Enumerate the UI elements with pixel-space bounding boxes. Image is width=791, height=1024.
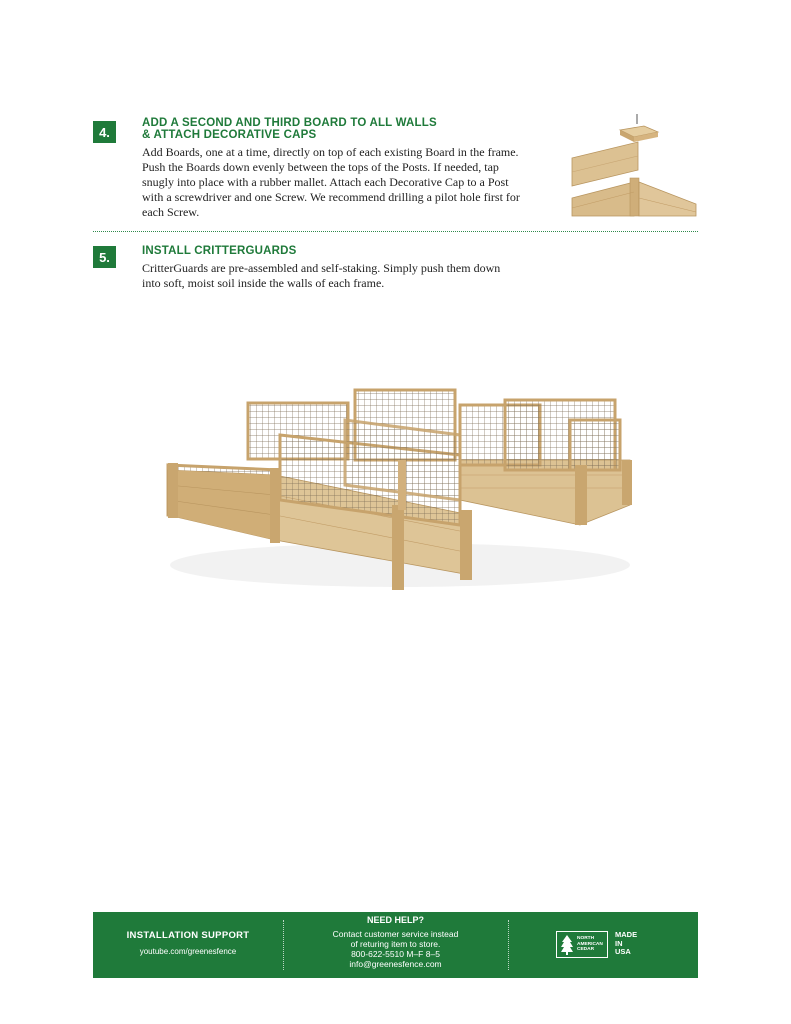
step-4-body-line: with a screwdriver and one Screw. We recommend drilling a pilot hole first for xyxy=(142,190,520,204)
step-5-body-line: into soft, moist soil inside the walls of each frame. xyxy=(142,276,385,290)
step-4-number-text: 4. xyxy=(99,124,110,140)
step-4-body xyxy=(142,145,552,220)
step-5-title xyxy=(142,245,297,257)
help-line: of returing item to store. xyxy=(350,939,441,949)
help-title: NEED HELP? xyxy=(366,915,424,925)
north-american-cedar-badge xyxy=(556,931,608,958)
step-4-body-line: each Screw. xyxy=(142,205,200,219)
help-email[interactable]: info@greenesfence.com xyxy=(349,959,442,969)
step-5-number-text: 5. xyxy=(99,249,110,265)
step-5-number xyxy=(93,246,116,268)
help-phone[interactable]: 800-622-5510 M–F 8–5 xyxy=(351,949,440,959)
youtube-link[interactable]: youtube.com/greenesfence xyxy=(139,947,237,956)
need-help xyxy=(293,915,498,969)
footer-banner xyxy=(93,912,698,978)
step-4-body-line: Add Boards, one at a time, directly on top of each existing Board in the frame. xyxy=(142,145,519,159)
footer-divider xyxy=(508,920,509,970)
made-text: MADE xyxy=(615,930,638,939)
support-title: INSTALLATION SUPPORT xyxy=(126,930,250,941)
step-4-title-line2: & ATTACH DECORATIVE CAPS xyxy=(142,129,317,141)
section-divider xyxy=(93,231,698,232)
step-4-body-line: Push the Boards down evenly between the tops of the Posts. If needed, tap xyxy=(142,160,499,174)
tree-icon xyxy=(560,934,574,956)
step-4-number xyxy=(93,121,116,143)
step-5-body-line: CritterGuards are pre-assembled and self-staking. Simply push them down xyxy=(142,261,501,275)
step-5-body xyxy=(142,261,552,291)
step-5-title-line1: INSTALL CRITTERGUARDS xyxy=(142,245,297,257)
badge-text: AMERICAN xyxy=(577,941,603,947)
badge-text: NORTH xyxy=(577,936,595,942)
made-text: USA xyxy=(615,947,631,956)
installation-support xyxy=(93,930,283,956)
badge-text: CEDAR xyxy=(577,947,595,953)
step-4-title-line1: ADD A SECOND AND THIRD BOARD TO ALL WALLS xyxy=(142,117,437,129)
footer-divider xyxy=(283,920,284,970)
board-and-cap-illustration xyxy=(568,112,700,218)
help-line: Contact customer service instead xyxy=(332,929,459,939)
step-4-body-line: snugly into place with a rubber mallet. Attach each Decorative Cap to a Post xyxy=(142,175,509,189)
raised-garden-beds-with-critterguards xyxy=(160,375,640,595)
made-in-usa xyxy=(615,931,637,957)
step-4-title xyxy=(142,117,437,141)
made-text: IN xyxy=(615,938,623,948)
